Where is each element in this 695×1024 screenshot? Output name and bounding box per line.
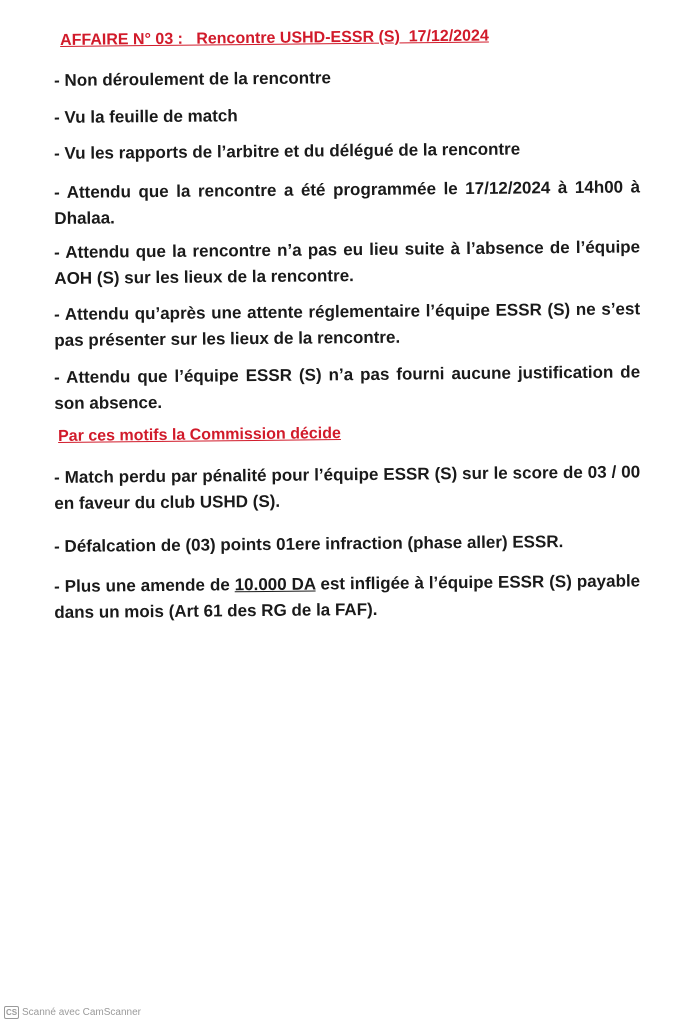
considerant-6: - Attendu qu’après une attente réglementaire l’équipe ESSR (S) ne s’est pas présenter sur les lieux de la rencontre. (54, 299, 641, 350)
decision-item-2: - Défalcation de (03) points 01ere infraction (phase aller) ESSR. (54, 532, 564, 556)
amende-text-before: - Plus une amende de (54, 575, 235, 596)
affaire-title: AFFAIRE N° 03 : Rencontre USHD-ESSR (S) 17/12/2024 (60, 27, 489, 49)
amende-text-after: est infligée à l’équipe ESSR (S) payable dans un mois (Art 61 des RG de la FAF). (54, 571, 641, 622)
decision-title: Par ces motifs la Commission décide (58, 425, 341, 445)
considerant-2: - Vu la feuille de match (54, 106, 238, 127)
considerant-7: - Attendu que l’équipe ESSR (S) n’a pas fourni aucune justification de son absence. (54, 362, 641, 413)
considerant-4: - Attendu que la rencontre a été programmée le 17/12/2024 à 14h00 à Dhalaa. (54, 177, 641, 228)
amende-amount: 10.000 DA (234, 574, 316, 595)
considerant-1: - Non déroulement de la rencontre (54, 68, 331, 90)
decision-item-3 (54, 568, 640, 626)
camscanner-logo-icon: CS (5, 1008, 18, 1017)
considerant-5: - Attendu que la rencontre n’a pas eu lieu suite à l’absence de l’équipe AOH (S) sur les lieux de la rencontre. (54, 237, 641, 288)
scanner-watermark-text: Scanné avec CamScanner (22, 1007, 141, 1018)
considerant-3: - Vu les rapports de l’arbitre et du délégué de la rencontre (54, 139, 521, 163)
scanner-watermark (4, 1006, 141, 1019)
decision-item-1: - Match perdu par pénalité pour l’équipe ESSR (S) sur le score de 03 / 00 en faveur du club USHD (S). (54, 462, 641, 513)
